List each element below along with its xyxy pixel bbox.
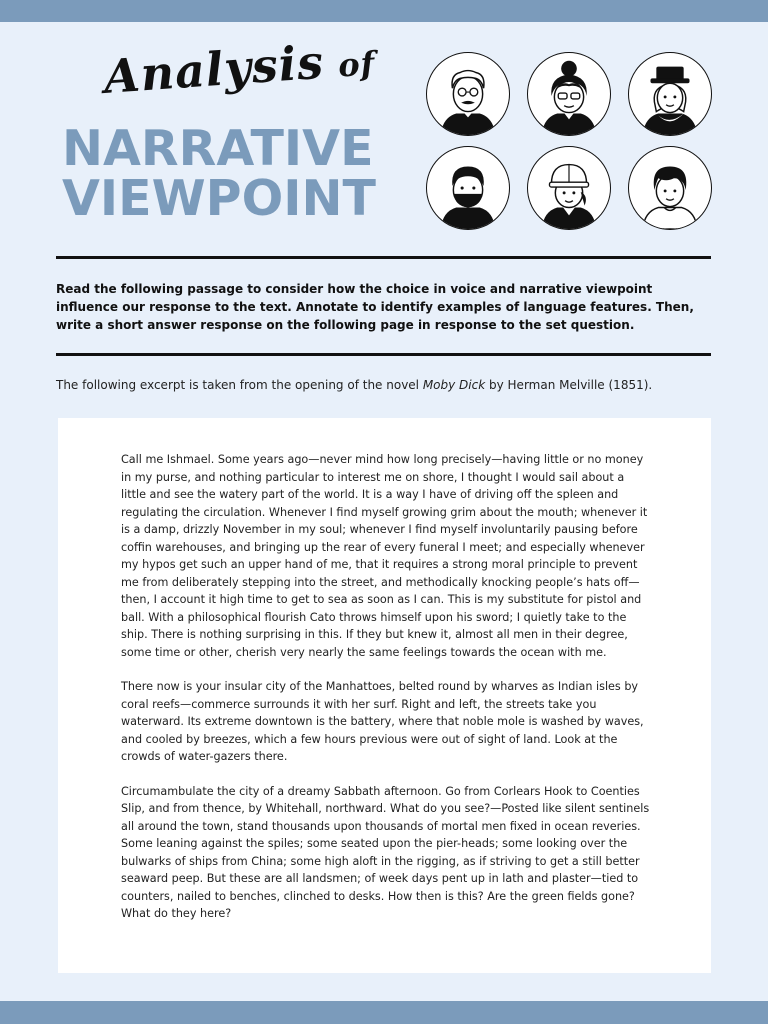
book-title: Moby Dick	[422, 378, 486, 392]
woman-hat-avatar	[628, 52, 712, 136]
passage-text	[121, 451, 651, 940]
passage-box	[58, 418, 711, 973]
person-hardhat-avatar	[527, 146, 611, 230]
excerpt-note-before: The following excerpt is taken from the opening of the novel	[56, 378, 423, 392]
excerpt-note-after: by Herman Melville (1851).	[485, 378, 653, 392]
top-accent-band	[0, 0, 768, 22]
woman-bun-glasses-avatar	[527, 52, 611, 136]
title-script-of: of	[336, 44, 377, 85]
passage-paragraph-3: Circumambulate the city of a dreamy Sabbath afternoon. Go from Corlears Hook to Coenties Slip, and from thence, by Whitehall, northward. What do you see?—Posted like silent sentinels all around the town, stand thousands upon thousands of mortal men fixed in ocean reveries. Some leaning against the spiles; some seated upon the pier-heads; some looking over the bulwarks of ships from China; some high aloft in the rigging, as if striving to get a still better seaward peep. But these are all landsmen; of week days pent up in lath and plaster—tied to counters, nailed to benches, clinched to desks. How then is this? Are the green fields gone? What do they here?	[121, 784, 650, 920]
title-narrative: NARRATIVE	[62, 120, 374, 177]
passage-paragraph-1: Call me Ishmael. Some years ago—never mind how long precisely—having little or no money in my purse, and nothing particular to interest me on shore, I thought I would sail about a little and see the watery part of the world. It is a way I have of driving off the spleen and regulating the circulation. Whenever I find myself growing grim about the mouth; whenever it is a damp, drizzly November in my soul; whenever I find myself involuntarily pausing before coffin warehouses, and bringing up the rear of every funeral I meet; and especially whenever my hypos get such an upper hand of me, that it requires a strong moral principle to prevent me from deliberately stepping into the street, and methodically knocking people’s hats off—then, I account it high time to get to sea as soon as I can. This is my substitute for pistol and ball. With a philosophical flourish Cato throws himself upon his sword; I quietly take to the ship. There is nothing surprising in this. If they but knew it, almost all men in their degree, some time or other, cherish very nearly the same feelings towards the ocean with me.	[121, 453, 648, 659]
excerpt-source-note	[56, 376, 716, 394]
title-script-word: Analysis	[102, 34, 326, 104]
young-man-avatar	[628, 146, 712, 230]
title-script-analysis-of	[102, 31, 377, 104]
passage-paragraph-2: There now is your insular city of the Manhattoes, belted round by wharves as Indian isles by coral reefs—commerce surrounds it with her surf. Right and left, the streets take you waterward. Its extreme downtown is the battery, where that noble mole is washed by waves, and cooled by breezes, which a few hours previous were out of sight of land. Look at the crowds of water-gazers there.	[121, 680, 644, 763]
divider-top	[56, 256, 711, 259]
title-viewpoint: VIEWPOINT	[62, 170, 376, 227]
instructions-text: Read the following passage to consider how the choice in voice and narrative viewpoint influence our response to the text. Annotate to identify examples of language features. Then, write a short answer response on the following page in response to the set question.	[56, 282, 694, 332]
bottom-accent-band	[0, 1001, 768, 1024]
divider-bottom	[56, 353, 711, 356]
avatar-grid	[426, 52, 714, 230]
older-man-glasses-avatar	[426, 52, 510, 136]
person-face-mask-avatar	[426, 146, 510, 230]
